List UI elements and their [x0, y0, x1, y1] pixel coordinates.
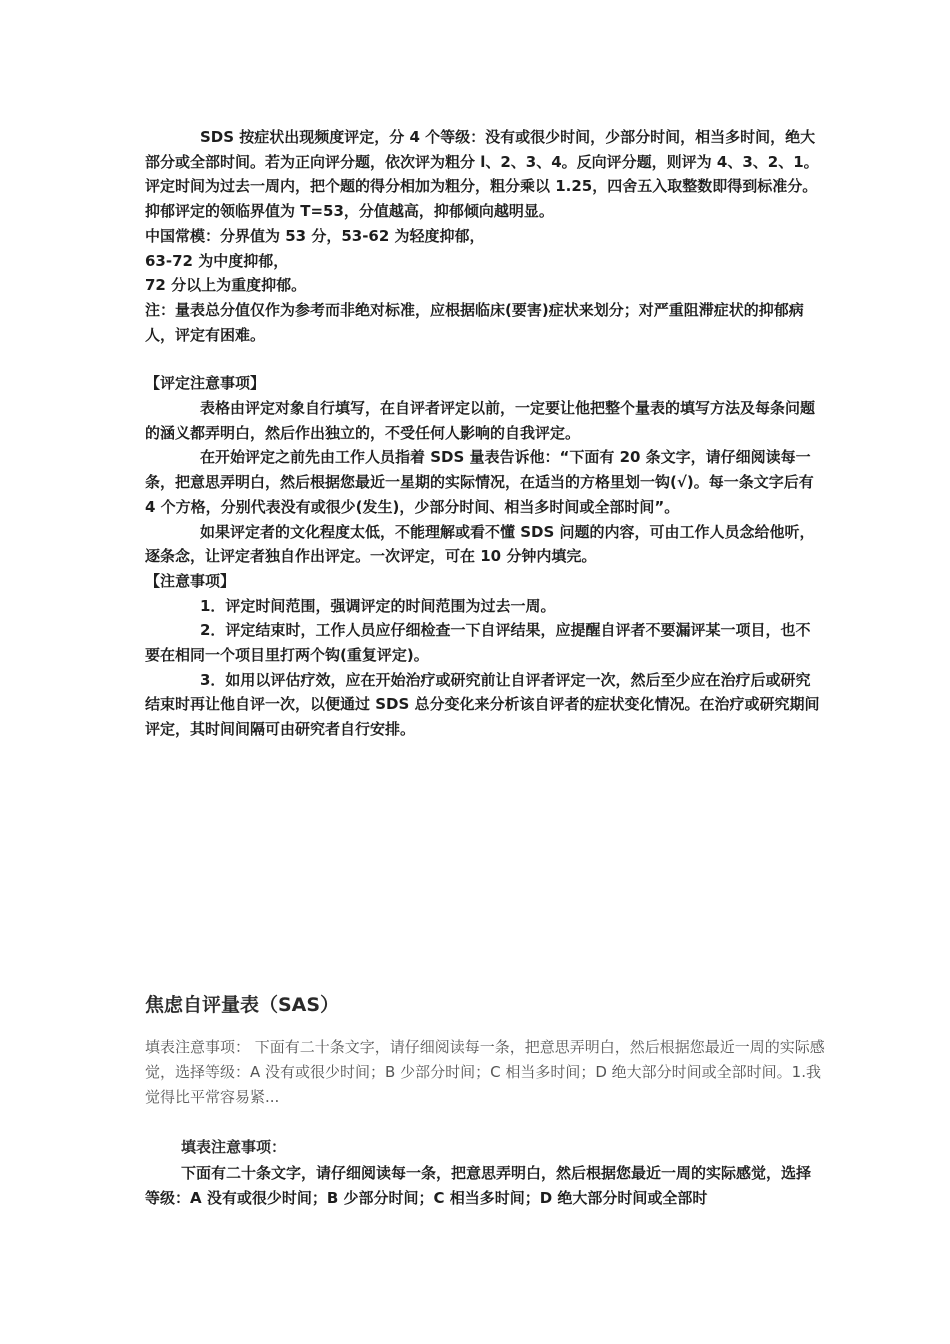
rating-notes-paragraph-2: 在开始评定之前先由工作人员指着 SDS 量表告诉他：“下面有 20 条文字，请仔细阅读每一条，把意思弄明白，然后根据您最近一星期的实际情况，在适当的方格里划一钩(√)。每一条文字后有 4 个方格，分别代表没有或很少(发生)，少部分时间、相当多时间或全部时间”。 [145, 448, 814, 516]
rating-notes-paragraph-3: 如果评定者的文化程度太低，不能理解或看不懂 SDS 问题的内容，可由工作人员念给他听，逐条念，让评定者独自作出评定。一次评定，可在 10 分钟内填完。 [145, 522, 815, 566]
sds-scoring-paragraph: SDS 按症状出现频度评定，分 4 个等级：没有或很少时间，少部分时间，相当多时间，绝大部分或全部时间。若为正向评分题，依次评为粗分 l、2、3、4。反向评分题，则评为 4、3、2、1。评定时间为过去一周内，把个题的得分相加为粗分，粗分乘以 1.25，四舍五入取整数即得到标准分。抑郁评定的领临界值为 T=53，分值越高，抑郁倾向越明显。 [145, 128, 819, 221]
attention-heading: 【注意事项】 [145, 571, 236, 590]
moderate-line: 63-72 为中度抑郁， [145, 251, 289, 270]
attention-item-2: 2．评定结束时，工作人员应仔细检查一下自评结果，应提醒自评者不要漏评某一项目，也不要在相同一个项目里打两个钩(重复评定)。 [145, 621, 811, 665]
sas-section [145, 990, 825, 1210]
severe-line: 72 分以上为重度抑郁。 [145, 276, 307, 295]
sas-instructions-heading: 填表注意事项： [181, 1138, 287, 1156]
sas-summary: 填表注意事项： 下面有二十条文字，请仔细阅读每一条，把意思弄明白，然后根据您最近一周的实际感觉，选择等级：A 没有或很少时间；B 少部分时间；C 相当多时间；D 绝大部分时间或全部时间。1.我觉得比平常容易紧... [145, 1038, 825, 1106]
sas-title: 焦虑自评量表（SAS） [145, 994, 340, 1016]
rating-notes-paragraph-1: 表格由评定对象自行填写，在自评者评定以前，一定要让他把整个量表的填写方法及每条问题的涵义都弄明白，然后作出独立的，不受任何人影响的自我评定。 [145, 399, 816, 442]
norm-line: 中国常模：分界值为 53 分，53-62 为轻度抑郁， [145, 226, 485, 245]
sds-scoring-section [145, 125, 825, 742]
note-paragraph: 注：量表总分值仅作为参考而非绝对标准，应根据临床(要害)症状来划分；对严重阻滞症状的抑郁病人，评定有困难。 [145, 300, 804, 344]
attention-item-3: 3．如用以评估疗效，应在开始治疗或研究前让自评者评定一次，然后至少应在治疗后或研究结束时再让他自评一次，以便通过 SDS 总分变化来分析该自评者的症状变化情况。在治疗或研究期间评定，其时间间隔可由研究者自行安排。 [145, 670, 820, 739]
attention-item-1: 1．评定时间范围，强调评定的时间范围为过去一周。 [200, 596, 556, 615]
sas-instructions-body: 下面有二十条文字，请仔细阅读每一条，把意思弄明白，然后根据您最近一周的实际感觉，选择等级：A 没有或很少时间；B 少部分时间；C 相当多时间；D 绝大部分时间或全部时 [145, 1164, 812, 1207]
rating-notes-heading: 【评定注意事项】 [145, 374, 266, 393]
